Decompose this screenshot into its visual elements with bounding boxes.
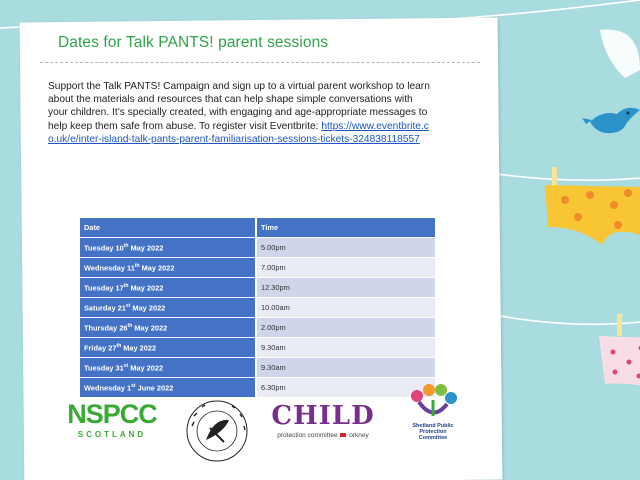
session-date: Wednesday 1st June 2022 [80, 378, 257, 397]
table-row [80, 338, 437, 357]
session-date: Wednesday 11th May 2022 [80, 258, 257, 277]
table-row [80, 298, 437, 317]
bird-icon [582, 100, 640, 140]
pink-polka-pants [595, 312, 640, 392]
shetland-ppc-logo: Shetland Public Protection Committee [400, 382, 466, 441]
eilean-siar-seal-logo [184, 398, 250, 464]
table-row [80, 238, 437, 257]
session-date: Friday 27th May 2022 [80, 338, 257, 357]
session-time: 9.30am [257, 338, 437, 357]
table-row [80, 358, 437, 377]
table-header-row [80, 218, 437, 237]
session-time: 6.30pm [257, 378, 437, 397]
header-date: Date [80, 218, 257, 237]
table-row [80, 318, 437, 337]
dashed-divider [40, 62, 480, 63]
eventbrite-link[interactable]: https://www.eventbrite.co.uk/e/inter-island-talk-pants-parent-familiarisation-sessions-tickets-324838118557 [48, 120, 429, 145]
intro-paragraph [48, 80, 433, 146]
session-date: Saturday 21st May 2022 [80, 298, 257, 317]
session-time: 5.00pm [257, 238, 437, 257]
table-row [80, 278, 437, 297]
session-date: Tuesday 17th May 2022 [80, 278, 257, 297]
session-date: Tuesday 31st May 2022 [80, 358, 257, 377]
session-time: 10.00am [257, 298, 437, 317]
intro-text: Support the Talk PANTS! Campaign and sign up to a virtual parent workshop to learn about the materials and resources that can help shape simple conversations with your children. It’s specially created, with engaging and age-appropriate messages to help keep them safe from abuse. To register visit Eventbrite: [48, 81, 430, 132]
session-time: 12.30pm [257, 278, 437, 297]
header-time: Time [257, 218, 437, 237]
session-time: 7.00pm [257, 258, 437, 277]
session-date: Thursday 26th May 2022 [80, 318, 257, 337]
page-title: Dates for Talk PANTS! parent sessions [58, 34, 329, 51]
table-row [80, 378, 437, 397]
child-protection-orkney-logo: CHILD protection committee orkney [271, 401, 375, 439]
session-time: 2.00pm [257, 318, 437, 337]
yellow-flowered-pants [540, 165, 640, 250]
session-time: 9.30am [257, 358, 437, 377]
shetland-figures-icon [403, 382, 463, 418]
table-row [80, 258, 437, 277]
nspcc-logo: NSPCC SCOTLAND [67, 399, 157, 439]
flag-icon [340, 433, 346, 437]
session-date: Tuesday 10th May 2022 [80, 238, 257, 257]
sessions-table [80, 217, 437, 398]
